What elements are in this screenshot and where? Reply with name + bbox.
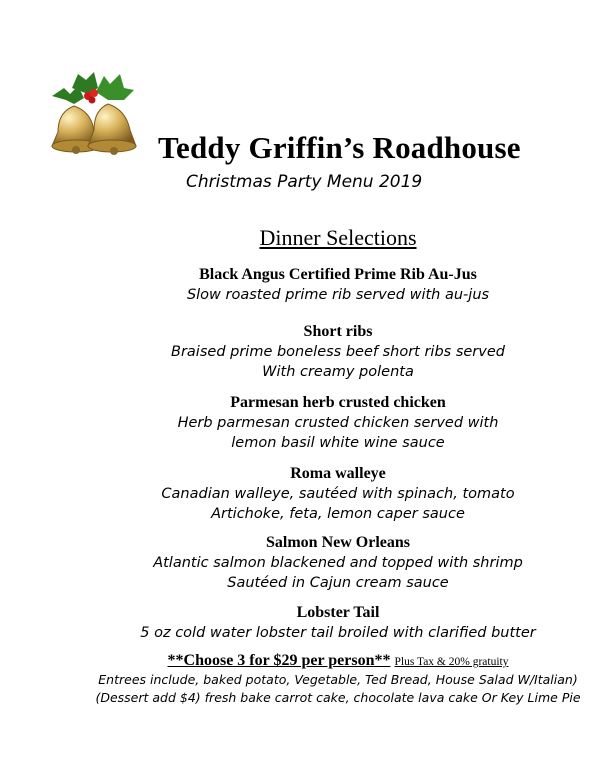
menu-item-short-ribs <box>0 322 600 382</box>
menu-item-desc: Artichoke, feta, lemon caper sauce <box>211 506 465 522</box>
menu-subtitle: Christmas Party Menu 2019 <box>186 172 423 192</box>
menu-item-desc: Sautéed in Cajun cream sauce <box>227 575 449 591</box>
menu-item-desc: Atlantic salmon blackened and topped with shrimp <box>153 555 523 571</box>
menu-item-desc: lemon basil white wine sauce <box>231 435 445 451</box>
menu-item-name: Parmesan herb crusted chicken <box>230 394 446 411</box>
pricing-main: **Choose 3 for $29 per person** <box>167 652 391 669</box>
menu-item-name: Black Angus Certified Prime Rib Au-Jus <box>199 266 477 283</box>
pricing-line <box>0 652 600 670</box>
section-heading: Dinner Selections <box>259 225 417 250</box>
restaurant-title: Teddy Griffin’s Roadhouse <box>158 130 521 165</box>
menu-item-prime-rib <box>0 265 600 305</box>
menu-item-walleye <box>0 464 600 524</box>
menu-item-desc: 5 oz cold water lobster tail broiled with clarified butter <box>140 625 536 641</box>
menu-item-desc: With creamy polenta <box>262 364 414 380</box>
footer-entrees: Entrees include, baked potato, Vegetable, Ted Bread, House Salad W/Italian) <box>98 672 578 687</box>
menu-item-name: Lobster Tail <box>296 604 380 621</box>
menu-item-chicken <box>0 393 600 453</box>
menu-item-name: Short ribs <box>303 323 373 340</box>
christmas-bells-icon <box>44 66 142 158</box>
menu-item-name: Salmon New Orleans <box>266 534 410 551</box>
menu-item-salmon <box>0 533 600 593</box>
footer-dessert: (Dessert add $4) fresh bake carrot cake, chocolate lava cake Or Key Lime Pie <box>95 690 581 705</box>
pricing-note: Plus Tax & 20% gratuity <box>394 656 509 668</box>
menu-item-lobster <box>0 603 600 643</box>
menu-item-desc: Braised prime boneless beef short ribs served <box>171 344 505 360</box>
menu-item-desc: Canadian walleye, sautéed with spinach, tomato <box>161 486 515 502</box>
menu-item-desc: Herb parmesan crusted chicken served with <box>177 415 499 431</box>
menu-item-desc: Slow roasted prime rib served with au-jus <box>186 287 490 303</box>
menu-item-name: Roma walleye <box>290 465 386 482</box>
